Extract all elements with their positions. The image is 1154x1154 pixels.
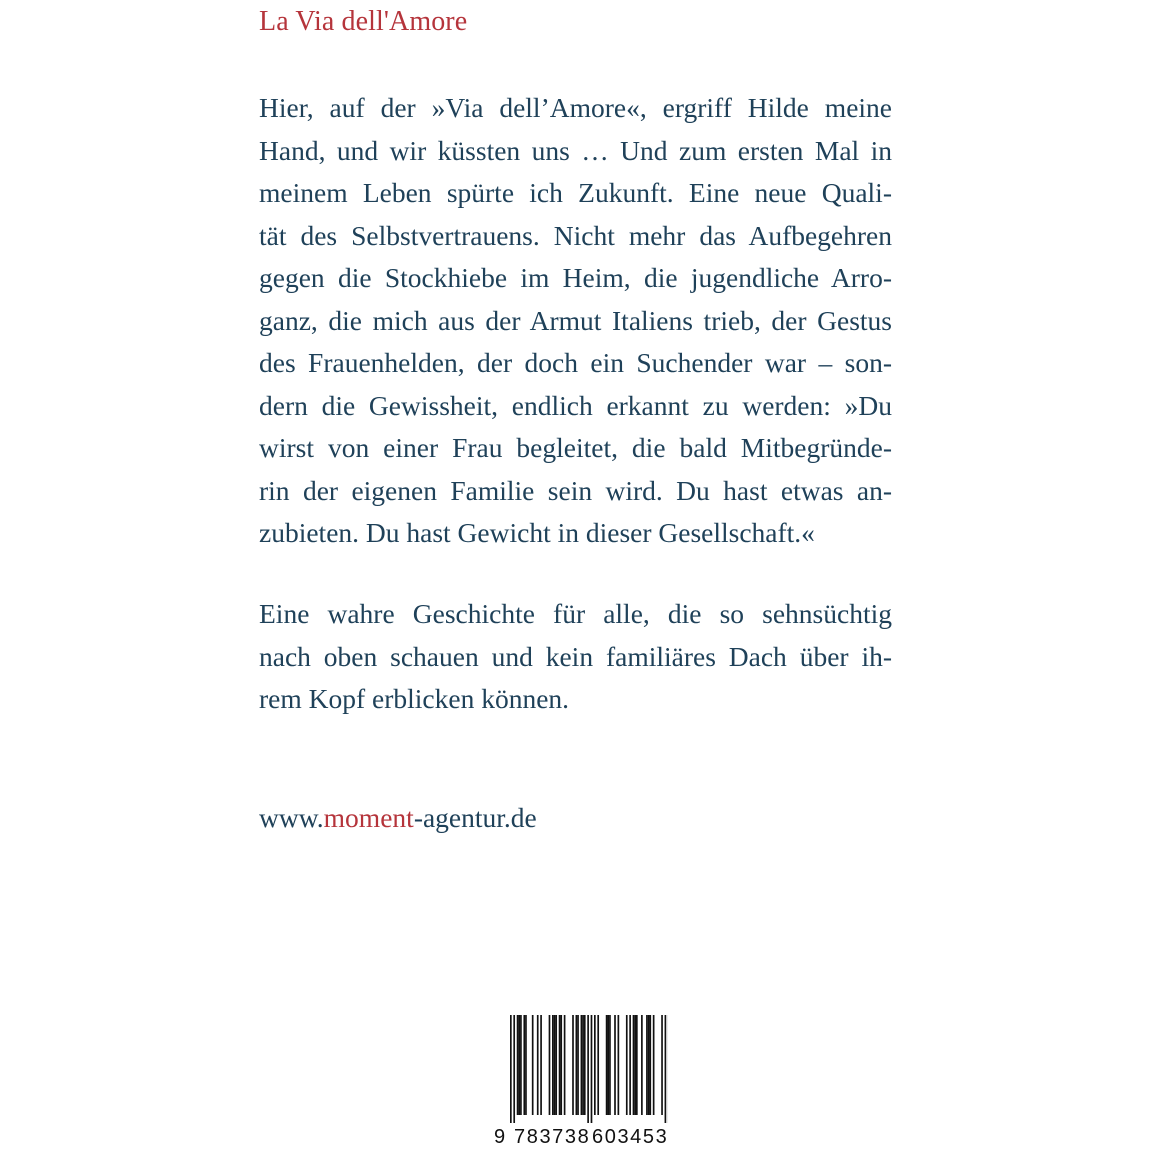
- barcode-bar: [591, 1015, 593, 1123]
- barcode-bar: [661, 1015, 663, 1115]
- barcode-bar: [584, 1015, 586, 1115]
- text-line: wirst von einer Frau begleitet, die bald Mitbegründe-: [259, 432, 892, 463]
- text-line: Hand, und wir küssten uns … Und zum ersten Mal in: [259, 134, 892, 166]
- text-line: meinem Leben spürte ich Zukunft. Eine neue Quali-: [259, 177, 892, 208]
- barcode-bar: [582, 1015, 584, 1115]
- barcode-bar: [581, 1015, 583, 1115]
- barcode-bar: [641, 1015, 643, 1115]
- blurb-paragraph-1: [259, 87, 892, 555]
- website-prefix: www.: [259, 802, 324, 833]
- barcode-bar: [614, 1015, 616, 1115]
- barcode-bar: [559, 1015, 561, 1115]
- text-line: rem Kopf erblicken können.: [259, 683, 570, 714]
- barcode-bar: [564, 1015, 566, 1115]
- publisher-website[interactable]: [259, 797, 537, 839]
- website-suffix: -agentur.de: [413, 802, 537, 833]
- barcode-digit-group: 783738: [514, 1126, 591, 1148]
- blurb-paragraph-2: [259, 593, 892, 721]
- barcode-bar: [626, 1015, 628, 1115]
- barcode-bar: [520, 1015, 522, 1115]
- barcode-bar: [513, 1015, 515, 1123]
- barcode-bar: [517, 1015, 519, 1115]
- barcode-bar: [532, 1015, 534, 1115]
- barcode-bar: [549, 1015, 551, 1115]
- text-line: Eine wahre Geschichte für alle, die so sehnsüchtig: [259, 598, 892, 629]
- barcode-bar: [572, 1015, 574, 1115]
- barcode-bar: [554, 1015, 556, 1115]
- barcode-bar: [576, 1015, 578, 1115]
- barcode-bar: [560, 1015, 562, 1115]
- text-line: nach oben schauen und kein familiäres Dach über ih-: [259, 640, 892, 672]
- text-line: des Frauenhelden, der doch ein Suchender war – son-: [259, 347, 892, 378]
- barcode-bar: [629, 1015, 631, 1115]
- barcode-bar: [577, 1015, 579, 1115]
- barcode-bar: [618, 1015, 620, 1115]
- barcode-bar: [510, 1015, 512, 1123]
- text-line: ganz, die mich aus der Armut Italiens trieb, der Gestus: [259, 304, 892, 336]
- book-title: La Via dell'Amore: [259, 6, 468, 37]
- barcode-bar: [665, 1015, 667, 1123]
- website-accent: moment: [323, 802, 414, 833]
- text-line: zubieten. Du hast Gewicht in dieser Gesellschaft.«: [259, 517, 815, 548]
- barcode-digit-group: 9: [494, 1126, 506, 1148]
- text-line: gegen die Stockhiebe im Heim, die jugendliche Arro-: [259, 262, 892, 293]
- isbn-barcode: [494, 1015, 668, 1153]
- barcode-bar: [634, 1015, 636, 1115]
- barcode-bar: [636, 1015, 638, 1115]
- barcode-bar: [606, 1015, 608, 1115]
- barcode-bar: [609, 1015, 611, 1115]
- barcode-bar: [525, 1015, 527, 1115]
- barcode-bars: [494, 1015, 668, 1123]
- barcode-bar: [633, 1015, 635, 1115]
- barcode-digits: [494, 1123, 668, 1151]
- barcode-bar: [518, 1015, 520, 1115]
- text-line: rin der eigenen Familie sein wird. Du hast etwas an-: [259, 474, 892, 506]
- barcode-bar: [594, 1015, 596, 1115]
- barcode-bar: [653, 1015, 655, 1115]
- text-line: dern die Gewissheit, endlich erkannt zu werden: »Du: [259, 389, 892, 421]
- barcode-bar: [646, 1015, 648, 1115]
- barcode-bar: [648, 1015, 650, 1115]
- barcode-bar: [537, 1015, 539, 1115]
- barcode-bar: [555, 1015, 557, 1115]
- text-line: tät des Selbstvertrauens. Nicht mehr das Aufbegehren: [259, 219, 892, 251]
- barcode-bar: [552, 1015, 554, 1115]
- barcode-bar: [649, 1015, 651, 1115]
- barcode-bar: [587, 1015, 589, 1123]
- barcode-bar: [540, 1015, 542, 1115]
- text-line: Hier, auf der »Via dell’Amore«, ergriff Hilde meine: [259, 92, 892, 123]
- barcode-bar: [607, 1015, 609, 1115]
- barcode-bar: [597, 1015, 599, 1115]
- barcode-digit-group: 603453: [592, 1126, 669, 1148]
- barcode-bar: [523, 1015, 525, 1115]
